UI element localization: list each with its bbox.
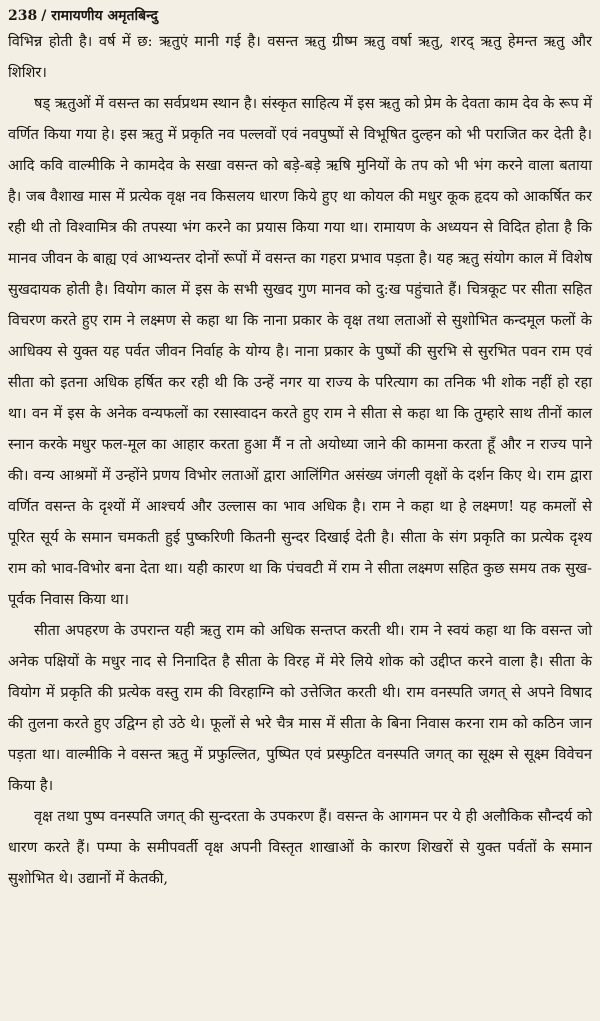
header-separator: / (41, 8, 47, 24)
paragraph-3: सीता अपहरण के उपरान्त यही ऋतु राम को अधिक सन्तप्त करती थी। राम ने स्वयं कहा था कि वसन्त जो अनेक पक्षियों के मधुर नाद से निनादित है सीता के विरह में मेरे लिये शोक को उद्दीप्त करने वाला है। सीता के वियोग में प्रकृति की प्रत्येक वस्तु राम की विरहाग्नि को उत्तेजित करती थी। राम वनस्पति जगत् से अपने विषाद की तुलना करते हुए उद्विग्न हो उठे थे। फूलों से भरे चैत्र मास में सीता के बिना निवास करना राम को कठिन जान पड़ता था। वाल्मीकि ने वसन्त ऋतु में प्रफुल्लित, पुष्पित एवं प्रस्फुटित वनस्पति जगत् का सूक्ष्म से सूक्ष्म विवेचन किया है। (8, 622, 592, 794)
page-header (8, 6, 592, 26)
paragraph-4: वृक्ष तथा पुष्प वनस्पति जगत् की सुन्दरता के उपकरण हैं। वसन्त के आगमन पर ये ही अलौकिक सौन्दर्य को धारण करते हैं। पम्पा के समीपवर्ती वृक्ष अपनी विस्तृत शाखाओं के कारण शिखरों से युक्त पर्वतों के समान सुशोभित थे। उद्यानों में केतकी, (8, 808, 592, 887)
paragraph-1: विभिन्न होती है। वर्ष में छ: ऋतुएं मानी गई है। वसन्त ऋतु ग्रीष्म ऋतु वर्षा ऋतु, शरद् ऋतु हेमन्त ऋतु और शिशिर। (8, 33, 592, 81)
page-number: 238 (8, 8, 38, 24)
body-text (8, 26, 592, 894)
book-title: रामायणीय अमृतबिन्दु (51, 8, 158, 24)
paragraph-2: षड् ऋतुओं में वसन्त का सर्वप्रथम स्थान है। संस्कृत साहित्य में इस ऋतु को प्रेम के देवता काम देव के रूप में वर्णित किया गया हे। इस ऋतु में प्रकृति नव पल्लवों एवं नवपुष्पों से विभूषित दुल्हन को भी पराजित कर देती है। आदि कवि वाल्मीकि ने कामदेव के सखा वसन्त को बड़े-बड़े ऋषि मुनियों के तप को भी भंग करने वाला बताया है। जब वैशाख मास में प्रत्येक वृक्ष नव किसलय धारण किये हुए था कोयल की मधुर कूक हृदय को आकर्षित कर रही थी तो विश्वामित्र की तपस्या भंग करने का प्रयास किया गया था। रामायण के अध्ययन से विदित होता है कि मानव जीवन के बाह्य एवं आभ्यन्तर दोनों रूपों में वसन्त का गहरा प्रभाव पड़ता है। यह ऋतु संयोग काल में विशेष सुखदायक होती है। वियोग काल में इस के सभी सुखद गुण मानव को दु:ख पहुंचाते हैं। चित्रकूट पर सीता सहित विचरण करते हुए राम ने लक्ष्मण से कहा था कि नाना प्रकार के वृक्ष तथा लताओं से सुशोभित कन्दमूल फलों के आधिक्य से युक्त यह पर्वत जीवन निर्वाह के योग्य है। नाना प्रकार के पुष्पों की सुरभि से सुरभित पवन राम एवं सीता को इतना अधिक हर्षित कर रही थी कि उन्हें नगर या राज्य के परित्याग का तनिक भी शोक नहीं हो रहा था। वन में इस के अनेक वन्यफलों का रसास्वादन करते हुए राम ने सीता से कहा था कि तुम्हारे साथ तीनों काल स्नान करके मधुर फल-मूल का आहार करता हुआ मैं न तो अयोध्या जाने की कामना करता हूँ और न राज्य पाने की। वन्य आश्रमों में उन्होंने प्रणय विभोर लताओं द्वारा आलिंगित असंख्य जंगली वृक्षों के दर्शन किए थे। राम द्वारा वर्णित वसन्त के दृश्यों में आश्चर्य और उल्लास का भाव अधिक है। राम ने कहा था हे लक्ष्मण! यह कमलों से पूरित सूर्य के समान चमकती हुई पुष्करिणी कितनी सुन्दर दिखाई देती है। सीता के संग प्रकृति का प्रत्येक दृश्य राम को भाव-विभोर बना देता था। यही कारण था कि पंचवटी में राम ने सीता लक्ष्मण सहित कुछ समय तक सुख-पूर्वक निवास किया था। (8, 95, 592, 608)
